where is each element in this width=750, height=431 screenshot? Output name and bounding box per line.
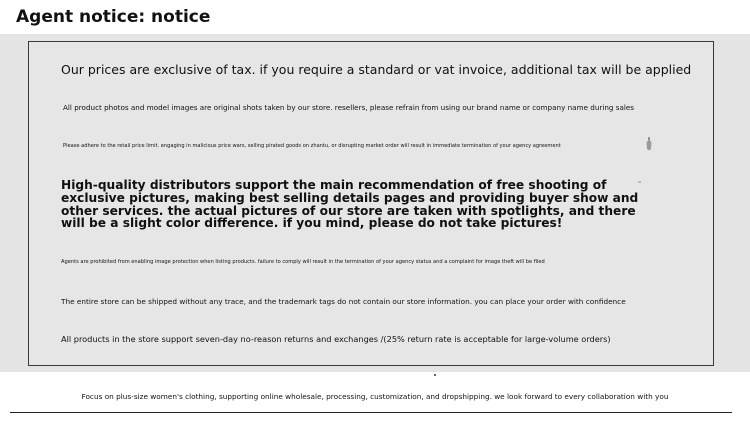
notice-line-image-protection: Agents are prohibited from enabling image protection when listing products. failure to comply will result in the termination of your agency status and a complaint for image theft will be filed xyxy=(61,259,545,265)
speck xyxy=(434,374,436,376)
footer-divider xyxy=(10,412,732,413)
page-title: Agent notice: notice xyxy=(16,7,211,27)
notice-line-photos: All product photos and model images are original shots taken by our store. resellers, please refrain from using our brand name or company name during sales xyxy=(63,103,635,112)
fishing-lure-icon xyxy=(645,137,653,151)
notice-line-price-limit: Please adhere to the retail price limit. engaging in malicious price wars, selling pirated goods on zhantu, or disrupting market order will result in immediate termination of your agency agreement xyxy=(63,143,561,149)
notice-line-tax: Our prices are exclusive of tax. if you require a standard or vat invoice, additional tax will be applied xyxy=(61,62,692,77)
notice-box xyxy=(28,41,714,366)
notice-line-distributors: High-quality distributors support the main recommendation of free shooting of exclusive pictures, making best selling details pages and providing buyer show and other services. the actual pictures of our store are taken with spotlights, and there will be a slight color difference. if you mind, please do not take pictures! xyxy=(61,178,639,231)
notice-line-returns: All products in the store support seven-day no-reason returns and exchanges /(25% return rate is acceptable for large-volume orders) xyxy=(61,334,611,344)
notice-line-shipping: The entire store can be shipped without any trace, and the trademark tags do not contain our store information. you can place your order with confidence xyxy=(61,297,626,306)
header xyxy=(0,0,750,34)
speck xyxy=(638,181,641,183)
footer-text: Focus on plus-size women's clothing, supporting online wholesale, processing, customization, and dropshipping. we look forward to every collaboration with you xyxy=(81,392,669,401)
